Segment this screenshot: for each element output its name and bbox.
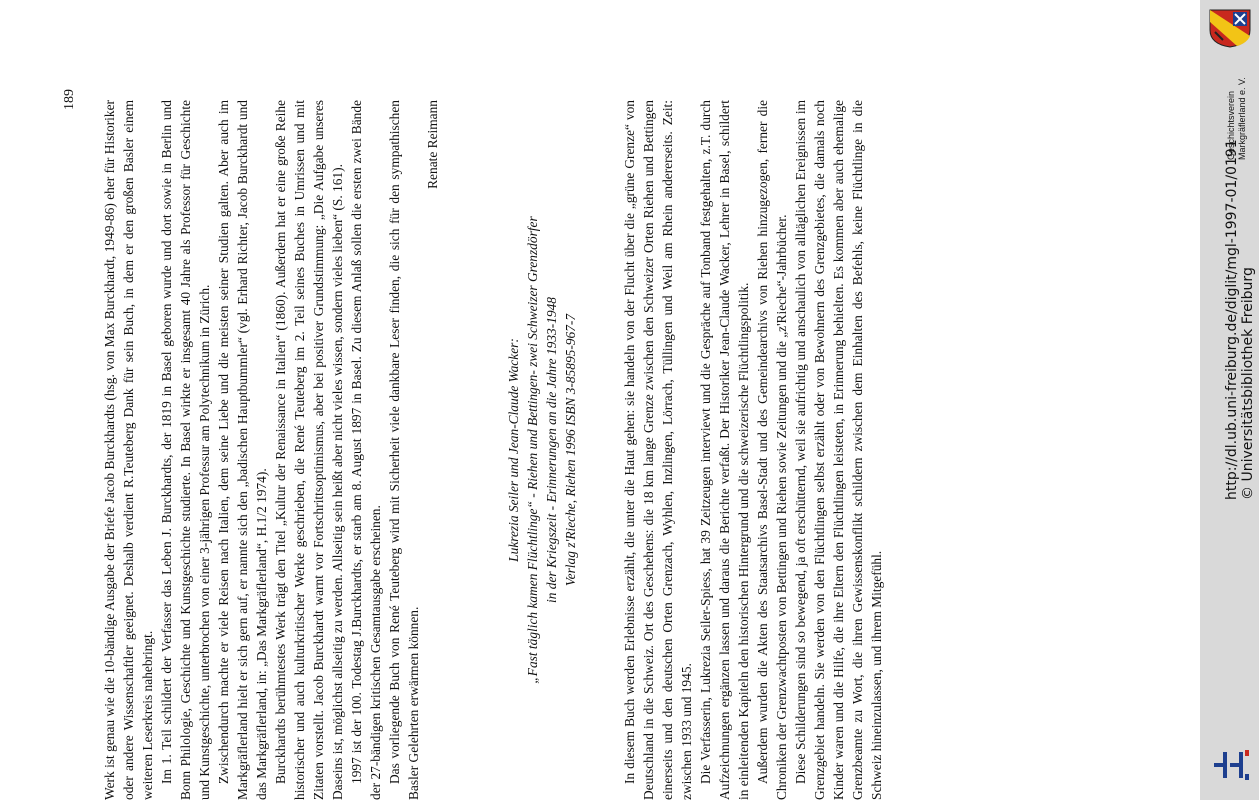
paragraph: Das vorliegende Buch von René Teuteberg wird mit Sicherheit viele dankbare Leser finden, die sich für den sympathischen Basler Gelehrten erwärmen können. [387, 100, 421, 800]
paragraph: Die Verfasserin, Lukrezia Seiler-Spiess, hat 39 Zeitzeugen interviewt und die Gespräche auf Tonband festgehalten, z.T. durch Aufzeichnungen ergänzen lassen und daraus die Berichte verfaßt. Der Historiker Jean-Claude Wacker, Lehrer in Basel, schildert in einleitenden Kapiteln den historischen Hintergrund und die schweizerische Flüchtlingspolitik. [698, 100, 751, 800]
paragraph: Diese Schilderungen sind so bewegend, ja oft erschütternd, weil sie aufrichtig und anschaulich von alltäglichen Ereignissen im Grenzgebiet handeln. Sie werden von den Flüchtlingen selbst erzählt oder von Bewohnern des Grenzgebietes, die damals noch Kinder waren und die Hilfe, die ihre Eltern den Flüchtlingen leisteten, in Erinnerung behielten. Es kommen aber auch ehemalige Grenzbeamte zu Wort, die ihren Gewissenskonflikt schildern zwischen dem Einhalten des Befehls, keine Flüchtlinge in die Schweiz hineinzulassen, und ihrem Mitgefühl. [793, 100, 884, 800]
paragraph: Werk ist genau wie die 10-bändige Ausgabe der Briefe Jacob Burckhardts (hsg. von Max Burckhardt, 1949-86) eher für Historiker oder andere Wissenschaftler geeignet. Deshalb verdient R.Teuteberg Dank für sein Buch, in dem er den großen Basler einem weiteren Leserkreis nahebringt. [102, 100, 155, 800]
organization-name: Geschichtsverein Markgräflerland e. V. [1226, 77, 1247, 160]
review-author-signature: Renate Reimann [425, 100, 440, 189]
book-publisher-line: Verlag z'Rieche, Riehen 1996 ISBN 3-85895-967-7 [563, 313, 578, 587]
paragraph: 1997 ist der 100. Todestag J.Burckhardts, er starb am 8. August 1897 in Basel. Zu diesem Anlaß sollen die ersten zwei Bände der 27-bändigen kritischen Gesamtausgabe erscheinen. [349, 100, 383, 800]
paragraph: Burckhardts berühmtestes Werk trägt den Titel „Kultur der Renaissance in Italien“ (1860). Außerdem hat er eine große Reihe historischer und auch kulturkritischer Werke geschrieben, die René Teuteberg im 2. Teil seines Buches in Umrissen und mit Zitaten vorstellt. Jacob Burckhardt warnt vor Fortschrittsoptimismus, aber bei positiver Grundstimmung: „Die Aufgabe unseres Daseins ist, möglichst allseitig zu werden. Allseitig sein heißt aber nicht vieles wissen, sondern vieles lieben“ (S. 161). [273, 100, 345, 800]
page-text-block [62, 89, 1100, 800]
paragraph: Im 1. Teil schildert der Verfasser das Leben J. Burckhardts, der 1819 in Basel geboren wurde und dort sowie in Berlin und Bonn Philologie, Geschichte und Kunstgeschichte studierte. In Basel wirkte er insgesamt 40 Jahre als Professor für Geschichte und Kunstgeschichte, unterbrochen von einer 3-jährigen Professur am Polytechnikum in Zürich. [159, 100, 212, 800]
paragraph: In diesem Buch werden Erlebnisse erzählt, die unter die Haut gehen: sie handeln von der Flucht über die „grüne Grenze“ von Deutschland in die Schweiz. Ort des Geschehens: die 18 km lange Grenze zwischen den Schweizer Orten Riehen und Bettingen einerseits und den deutschen Orten Grenzach, Wyhlen, Inzlingen, Lörrach, Tüllingen und Weil am Rhein andererseits. Zeit: zwischen 1933 und 1945. [622, 100, 694, 800]
book-title-line: „Fast täglich kamen Flüchtlinge“ - Riehen und Bettingen- zwei Schweizer Grenzdörfer [525, 216, 540, 684]
university-library-logo-icon [1212, 748, 1252, 782]
book-title-line: in der Kriegszeit - Erinnerungen an die Jahre 1933-1948 [544, 297, 559, 603]
paragraph: Zwischendurch machte er viele Reisen nach Italien, dem seine Liebe und die meisten seiner Studien galten. Aber auch im Markgräflerland hielt er sich gern auf, er nannte sich den „badischen Hauptbummler“ (vgl. Erhard Richter, Jacob Burckhardt und das Markgräflerland, in: „Das Markgräflerland“, H.1/2 1974). [216, 100, 269, 800]
book-title-line: Lukrezia Seiler und Jean-Claude Wacker: [506, 338, 521, 562]
paragraph: Außerdem wurden die Akten des Staatsarchivs Basel-Stadt und des Gemeindearchivs von Riehen hinzugezogen, ferner die Chroniken der Grenzwachtposten von Bettingen und Riehen sowie Zeitungen und die „z'Rieche“-Jahrbücher. [755, 100, 789, 800]
page-number: 189 [62, 89, 77, 110]
